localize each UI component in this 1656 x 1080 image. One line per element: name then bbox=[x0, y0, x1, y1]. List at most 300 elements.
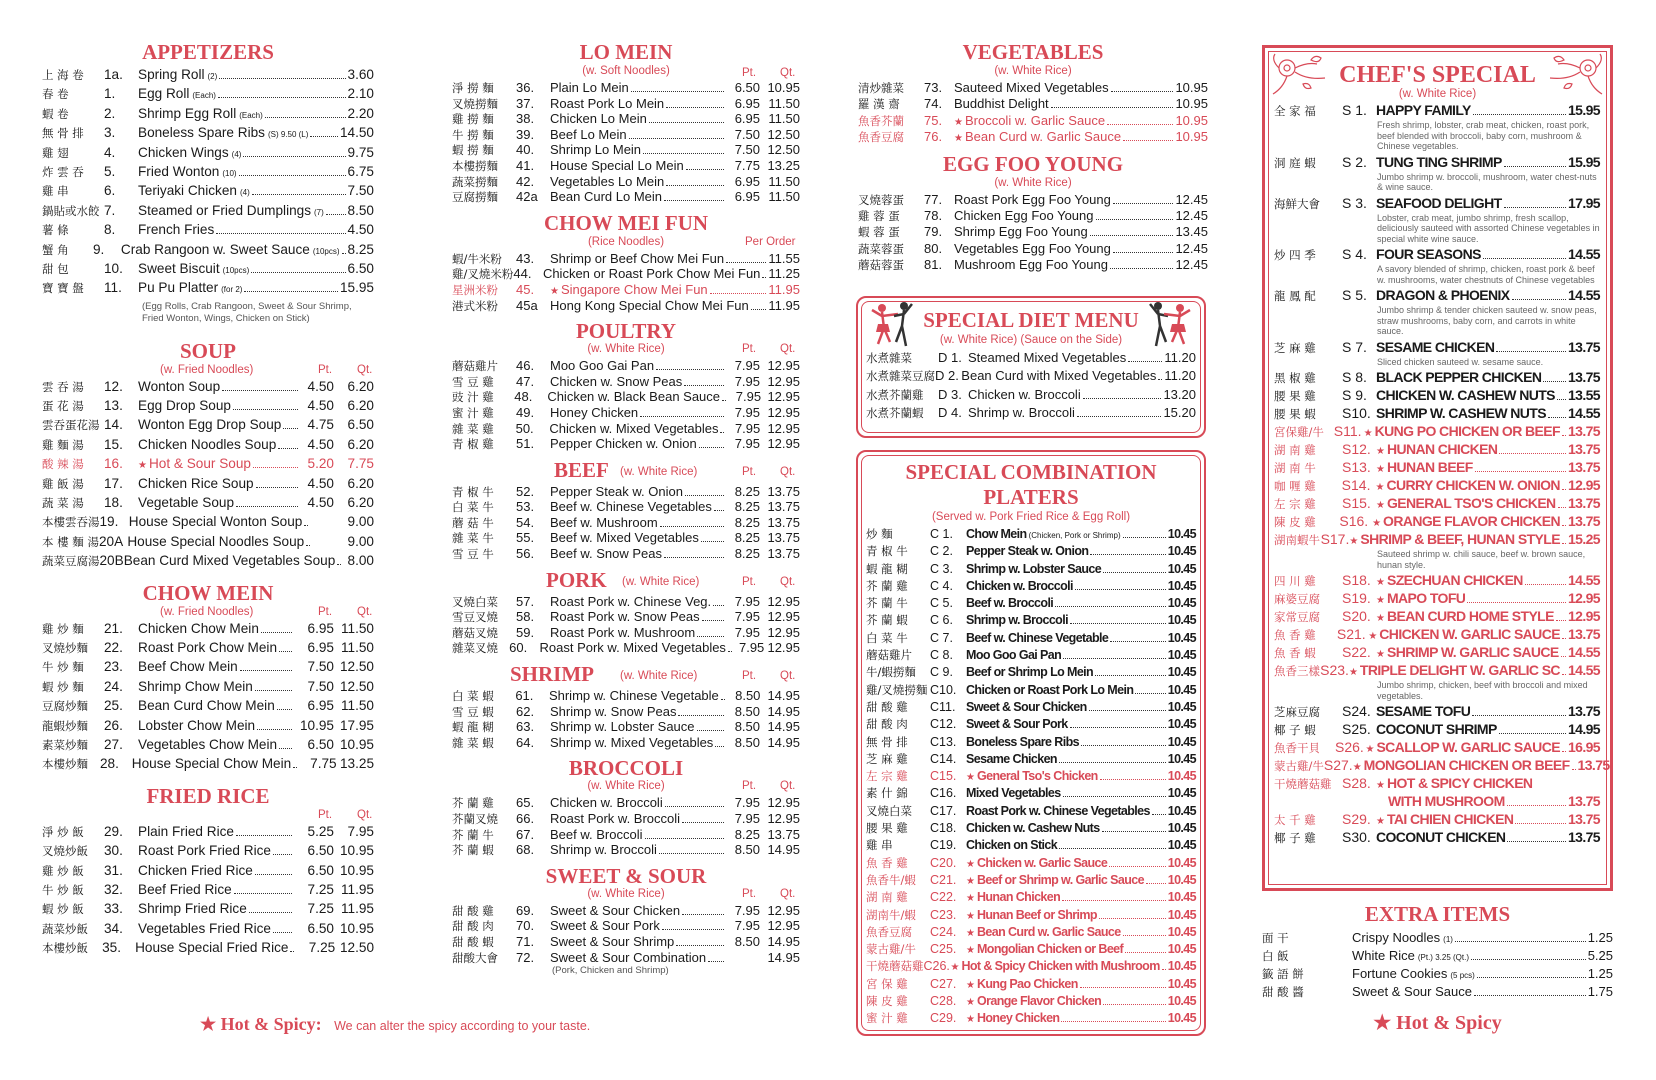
item-price-pint: 7.50 bbox=[307, 659, 334, 675]
item-price-pint: 5.20 bbox=[307, 456, 334, 472]
item-chinese-name: 蔬菜撈麵 bbox=[452, 174, 498, 189]
item-chinese-name: 水煮芥蘭蝦 bbox=[866, 406, 924, 421]
item-number: S24. bbox=[1342, 703, 1371, 719]
item-price-quart: 7.95 bbox=[347, 823, 374, 839]
item-description: Sauteed shrimp w. chili sauce, beef w. brown sauce, hunan style. bbox=[1377, 549, 1586, 570]
item-name: Shrimp Fried Rice bbox=[138, 901, 247, 917]
item-chinese-name: 雪 豆 雞 bbox=[452, 374, 494, 389]
item-chinese-name: 牛 炒 麵 bbox=[42, 660, 84, 675]
menu-item-row bbox=[1274, 531, 1600, 549]
item-price-quart: 12.50 bbox=[767, 142, 800, 158]
chowmeifun-list bbox=[452, 251, 800, 313]
item-chinese-name: 雞 撈 麵 bbox=[452, 112, 494, 127]
item-name: COCONUT CHICKEN bbox=[1376, 829, 1506, 845]
combo-list bbox=[866, 526, 1196, 1028]
item-chinese-name: 炒 四 季 bbox=[1274, 248, 1316, 262]
item-price-quart: 11.50 bbox=[340, 698, 374, 714]
item-number: 60. bbox=[509, 640, 528, 656]
item-name: Chicken Egg Foo Young bbox=[954, 207, 1094, 223]
item-name: Chicken w. Garlic Sauce bbox=[976, 855, 1108, 870]
item-number: S 2. bbox=[1342, 153, 1367, 170]
dot-leader bbox=[1562, 638, 1566, 639]
item-chinese-name: 腰 果 雞 bbox=[1274, 389, 1316, 403]
dot-leader bbox=[697, 636, 724, 637]
item-name: Roast Pork w. Mixed Vegetables bbox=[539, 640, 726, 656]
item-number: C21. bbox=[930, 872, 957, 887]
item-chinese-name: 蘑菇雞片 bbox=[452, 359, 498, 374]
item-number: 62. bbox=[516, 703, 535, 719]
item-price: 10.45 bbox=[1167, 769, 1196, 784]
item-number: S23. bbox=[1320, 662, 1349, 678]
dot-leader bbox=[1475, 471, 1566, 472]
menu-item-row bbox=[452, 842, 800, 858]
item-price-quart: 14.95 bbox=[767, 703, 800, 719]
item-chinese-name: 椰 子 蝦 bbox=[1274, 723, 1316, 737]
item-chinese-name: 芥 蘭 雞 bbox=[452, 796, 494, 811]
menu-item-row bbox=[452, 111, 800, 127]
item-number: D 3. bbox=[938, 386, 962, 402]
menu-item-row bbox=[1274, 775, 1600, 793]
item-price-quart: 9.00 bbox=[347, 514, 375, 530]
item-chinese-name: 芥 蘭 蝦 bbox=[866, 613, 908, 628]
menu-item-row bbox=[1274, 154, 1600, 172]
item-size: (1) bbox=[1443, 935, 1453, 944]
dot-leader bbox=[1499, 733, 1566, 734]
item-chinese-name: 芥 蘭 蝦 bbox=[452, 843, 494, 858]
dot-leader bbox=[1061, 1021, 1165, 1022]
item-chinese-name: 本樓炒飯 bbox=[42, 941, 88, 956]
item-price-quart: 10.95 bbox=[339, 920, 374, 936]
dot-leader bbox=[1090, 554, 1165, 555]
item-name: Roast Pork w. Chinese Vegetables bbox=[966, 803, 1150, 818]
item-price: 10.45 bbox=[1167, 648, 1196, 663]
pork-title: PORK bbox=[546, 567, 607, 592]
item-price: 13.75 bbox=[1567, 459, 1600, 475]
hot-spicy-label: ★ Hot & Spicy: bbox=[200, 1014, 322, 1034]
item-price: 10.45 bbox=[1167, 751, 1196, 766]
menu-item-row bbox=[42, 67, 374, 86]
item-price-quart: 11.50 bbox=[768, 95, 800, 111]
menu-item-row bbox=[1274, 339, 1600, 357]
menu-item-row bbox=[452, 374, 800, 390]
item-price-quart: 12.95 bbox=[767, 609, 800, 625]
chowmein-title: CHOW MEIN bbox=[142, 580, 274, 605]
item-description: Jumbo shrimp w. broccoli, mushroom, water chest-nuts & wine sauce. bbox=[1377, 171, 1597, 192]
dot-leader bbox=[708, 961, 724, 962]
item-price-pint: 7.50 bbox=[307, 678, 334, 694]
item-name: Roast Pork w. Mushroom bbox=[550, 624, 696, 640]
item-name: Chicken w. Broccoli bbox=[968, 386, 1081, 402]
diet-sub: (w. White Rice) (Sauce on the Side) bbox=[939, 334, 1123, 346]
item-price-quart: 12.95 bbox=[767, 404, 800, 420]
item-chinese-name: 雲 吞 湯 bbox=[42, 379, 84, 394]
dot-leader bbox=[273, 932, 292, 933]
item-name: Shrimp w. Lobster Sauce bbox=[550, 719, 695, 735]
item-chinese-name: 蝦 卷 bbox=[42, 106, 69, 121]
item-chinese-name: 叉燒白菜 bbox=[452, 594, 498, 609]
item-name: Hong Kong Special Chow Mei Fun bbox=[550, 297, 749, 313]
spicy-star-icon: ★ bbox=[1363, 428, 1373, 439]
menu-item-row bbox=[866, 855, 1196, 872]
menu-item-row bbox=[1262, 948, 1613, 966]
spicy-star-icon: ★ bbox=[550, 285, 559, 297]
spicy-star-icon: ★ bbox=[1349, 536, 1359, 547]
item-price-quart: 11.95 bbox=[340, 901, 374, 917]
spicy-star-icon: ★ bbox=[966, 945, 975, 957]
dot-leader bbox=[713, 605, 724, 606]
broccoli-list bbox=[452, 795, 800, 857]
menu-item-row bbox=[1274, 829, 1600, 847]
item-chinese-name: 雞 蓉 蛋 bbox=[858, 208, 900, 223]
menu-item-row bbox=[858, 224, 1208, 240]
item-price-quart: 9.00 bbox=[347, 533, 374, 549]
item-name: Crispy Noodles bbox=[1352, 930, 1441, 945]
dot-leader bbox=[640, 416, 724, 417]
shrimp-list bbox=[452, 688, 800, 750]
dot-leader bbox=[1103, 1004, 1166, 1005]
item-chinese-name: 蔬菜炒飯 bbox=[42, 921, 88, 936]
item-chinese-name: 蝦 炒 麵 bbox=[42, 679, 84, 694]
menu-item-row bbox=[42, 280, 374, 299]
item-name-line-2: WITH MUSHROOM bbox=[1388, 793, 1505, 809]
item-price: 10.45 bbox=[1167, 630, 1196, 645]
item-number: 45a bbox=[516, 297, 538, 313]
item-chinese-name: 青 椒 牛 bbox=[866, 544, 908, 559]
item-price: 16.95 bbox=[1567, 739, 1600, 755]
item-price-pint: 7.95 bbox=[734, 624, 760, 640]
item-number: 7. bbox=[104, 202, 116, 218]
menu-item-row bbox=[42, 921, 374, 940]
dot-leader bbox=[326, 214, 346, 215]
item-chinese-name: 芥蘭叉燒 bbox=[452, 812, 498, 826]
item-price: 11.20 bbox=[1164, 368, 1196, 384]
item-name: TRIPLE DELIGHT W. GARLIC SC bbox=[1359, 662, 1560, 678]
dot-leader bbox=[1525, 584, 1566, 585]
item-chinese-name: 叉燒撈麵 bbox=[452, 96, 498, 111]
item-name: SHRIMP W. GARLIC SAUCE bbox=[1386, 644, 1559, 660]
menu-item-row bbox=[452, 358, 800, 374]
item-price: 15.25 bbox=[1567, 531, 1600, 547]
item-number: S10. bbox=[1342, 405, 1371, 421]
item-number: 52. bbox=[516, 483, 535, 499]
dot-leader bbox=[278, 448, 298, 449]
menu-item-row bbox=[858, 208, 1208, 224]
item-price-quart: 7.75 bbox=[347, 456, 374, 472]
item-name: Buddhist Delight bbox=[954, 96, 1049, 112]
item-price-quart: 12.50 bbox=[339, 678, 374, 694]
menu-item-row bbox=[1274, 102, 1600, 120]
item-description: Jumbo shrimp, chicken, beef with broccoli and mixed vegetables. bbox=[1377, 680, 1588, 701]
column-1 bbox=[42, 0, 374, 959]
menu-item-row bbox=[42, 183, 374, 202]
item-name: COCONUT SHRIMP bbox=[1376, 721, 1497, 737]
dot-leader bbox=[1474, 995, 1586, 996]
item-price: 11.95 bbox=[768, 297, 800, 313]
soup-pt: Pt. bbox=[318, 363, 333, 376]
appetizers-title: APPETIZERS bbox=[142, 40, 274, 64]
item-name: Hunan Beef or Shrimp bbox=[976, 907, 1097, 922]
item-name: Sesame Chicken bbox=[966, 751, 1057, 766]
item-chinese-name: 蛋 花 湯 bbox=[42, 399, 84, 414]
item-price-pint: 8.25 bbox=[734, 546, 760, 562]
item-price-quart: 13.75 bbox=[767, 514, 800, 530]
item-chinese-name: 雜 菜 雞 bbox=[452, 421, 494, 436]
item-chinese-name: 家常豆腐 bbox=[1274, 610, 1320, 624]
dot-leader bbox=[702, 620, 724, 621]
spicy-star-icon: ★ bbox=[954, 116, 963, 128]
item-number: C24. bbox=[930, 924, 957, 939]
item-chinese-name: 四 川 雞 bbox=[1274, 574, 1316, 588]
spicy-star-icon: ★ bbox=[966, 979, 975, 991]
dot-leader bbox=[728, 651, 732, 652]
menu-item-row bbox=[1274, 287, 1600, 305]
item-name: Beef w. Chinese Vegetables bbox=[550, 499, 712, 515]
sweetsour-list bbox=[452, 903, 800, 965]
item-name: FOUR SEASONS bbox=[1376, 246, 1481, 262]
item-price: 10.95 bbox=[1175, 129, 1208, 145]
dot-leader bbox=[244, 291, 338, 292]
item-number: C17. bbox=[930, 803, 957, 818]
menu-item-row bbox=[452, 688, 800, 704]
item-number: 50. bbox=[515, 420, 534, 436]
dot-leader bbox=[1109, 866, 1166, 867]
item-number: 58. bbox=[516, 609, 535, 625]
item-name: Chicken Chow Mein bbox=[138, 620, 259, 636]
item-price: 15.20 bbox=[1163, 405, 1196, 421]
item-size: (for 2) bbox=[221, 285, 243, 295]
item-size: (2) bbox=[207, 72, 218, 81]
item-number: 32. bbox=[104, 881, 123, 897]
item-price-pint: 6.95 bbox=[307, 639, 334, 655]
lomein-list bbox=[452, 80, 800, 205]
item-price-pint: 7.95 bbox=[734, 420, 761, 436]
poultry-pt: Pt. bbox=[742, 343, 757, 356]
item-price-pint: 8.50 bbox=[734, 933, 760, 949]
item-number: 14. bbox=[104, 417, 123, 433]
item-name: Beef or Shrimp w. Garlic Sauce bbox=[976, 872, 1144, 887]
item-price-quart: 12.95 bbox=[767, 593, 800, 609]
item-chinese-name: 魚香豆腐 bbox=[858, 130, 904, 145]
dot-leader bbox=[1561, 656, 1566, 657]
item-name: Vegetable Soup bbox=[138, 495, 234, 511]
item-number: C 5. bbox=[930, 596, 953, 611]
menu-item-row bbox=[42, 718, 374, 737]
menu-item-row bbox=[42, 756, 374, 775]
dot-leader bbox=[243, 156, 345, 157]
item-number: 17. bbox=[104, 475, 123, 491]
item-number: 48. bbox=[514, 389, 533, 405]
item-name: Sauteed Mixed Vegetables bbox=[954, 80, 1109, 95]
item-price: 15.95 bbox=[339, 280, 374, 296]
special-combo-box bbox=[856, 450, 1206, 1036]
item-chinese-name: 青 椒 牛 bbox=[452, 484, 494, 499]
item-chinese-name: 白 菜 牛 bbox=[452, 500, 494, 515]
item-name: Pu Pu Platter bbox=[138, 280, 219, 296]
item-price: 12.95 bbox=[1567, 608, 1600, 624]
item-name: Shrimp w. Broccoli bbox=[966, 613, 1068, 628]
item-name: Chicken Rice Soup bbox=[138, 475, 254, 491]
menu-item-row bbox=[42, 640, 374, 659]
item-name: Egg Roll bbox=[138, 86, 190, 102]
menu-item-row bbox=[452, 735, 800, 751]
menu-item-row bbox=[42, 495, 374, 514]
item-chinese-name: 無 骨 排 bbox=[866, 734, 908, 749]
item-number: 3. bbox=[104, 125, 116, 141]
item-chinese-name: 無 骨 排 bbox=[42, 126, 84, 141]
dot-leader bbox=[1075, 589, 1166, 590]
item-price-quart: 14.95 bbox=[767, 734, 800, 750]
item-number: 11. bbox=[104, 280, 122, 296]
menu-item-row bbox=[858, 80, 1208, 96]
item-number: 49. bbox=[516, 404, 535, 420]
item-chinese-name: 雜菜叉燒 bbox=[452, 641, 498, 656]
item-number: 76. bbox=[924, 129, 943, 145]
item-name: Roast Pork Lo Mein bbox=[550, 95, 665, 111]
item-number: C 6. bbox=[930, 613, 953, 628]
menu-item-row bbox=[1274, 459, 1600, 477]
menu-item-row bbox=[1274, 195, 1600, 213]
eggfoo-list bbox=[858, 192, 1208, 274]
item-price-quart: 13.25 bbox=[339, 756, 375, 772]
item-name: ORANGE FLAVOR CHICKEN bbox=[1383, 513, 1560, 529]
chowmein-qt: Qt. bbox=[357, 605, 373, 618]
item-name: Orange Flavor Chicken bbox=[976, 994, 1102, 1009]
menu-item-row bbox=[42, 621, 374, 640]
menu-item-row bbox=[1274, 608, 1600, 626]
item-price: 8.25 bbox=[347, 241, 374, 257]
item-price: 10.45 bbox=[1167, 907, 1196, 922]
broccoli-title: BROCCOLI bbox=[568, 756, 684, 781]
item-name: BEAN CURD HOME STYLE bbox=[1386, 608, 1554, 624]
dot-leader bbox=[310, 136, 338, 137]
item-chinese-name: 豆腐撈麵 bbox=[452, 190, 498, 205]
item-chinese-name: 陳 皮 雞 bbox=[866, 994, 908, 1009]
menu-item-row bbox=[452, 266, 800, 282]
dot-leader bbox=[1152, 814, 1166, 815]
menu-item-row bbox=[42, 145, 374, 164]
dot-leader bbox=[1146, 883, 1166, 884]
item-price-quart: 12.95 bbox=[767, 624, 800, 640]
menu-item-row bbox=[452, 96, 800, 112]
item-number: C 2. bbox=[930, 544, 953, 559]
spicy-star-icon: ★ bbox=[966, 927, 975, 939]
item-price: 15.95 bbox=[1567, 153, 1600, 170]
item-price-pint: 7.95 bbox=[734, 358, 760, 374]
dot-leader bbox=[261, 632, 292, 633]
item-chinese-name: 蔬菜豆腐湯 bbox=[42, 554, 100, 569]
item-number: C26. bbox=[923, 959, 950, 974]
item-number: 42. bbox=[516, 173, 535, 189]
item-chinese-name: 蔬 菜 湯 bbox=[42, 496, 84, 511]
broccoli-pt: Pt. bbox=[742, 780, 757, 793]
dot-leader bbox=[256, 487, 298, 488]
item-chinese-name: 本樓炒麵 bbox=[42, 757, 88, 772]
item-number: C18. bbox=[930, 821, 957, 836]
item-name: SESAME CHICKEN bbox=[1376, 338, 1495, 355]
menu-item-row bbox=[452, 903, 800, 919]
menu-item-row bbox=[1274, 441, 1600, 459]
item-price: 14.55 bbox=[1567, 572, 1600, 588]
item-size: (Pt.) 3.25 (Qt.) bbox=[1417, 953, 1469, 962]
menu-item-row bbox=[42, 843, 374, 862]
item-number: C 7. bbox=[930, 630, 953, 645]
item-number: S 3. bbox=[1342, 194, 1367, 211]
item-price-quart: 11.50 bbox=[340, 620, 374, 636]
menu-item-row bbox=[452, 950, 800, 966]
soup-qt: Qt. bbox=[357, 363, 373, 376]
item-chinese-name: 上 海 卷 bbox=[42, 68, 84, 82]
item-chinese-name: 叉燒白菜 bbox=[866, 803, 912, 818]
dot-leader bbox=[1558, 507, 1566, 508]
dot-leader bbox=[720, 432, 724, 433]
item-name: CURRY CHICKEN W. ONION bbox=[1386, 477, 1560, 493]
menu-item-row bbox=[42, 222, 374, 241]
soup-list bbox=[42, 379, 374, 573]
item-number: 64. bbox=[516, 734, 535, 750]
item-size: (7) bbox=[314, 207, 324, 217]
item-number: S 7. bbox=[1342, 338, 1367, 355]
item-number: 35. bbox=[102, 940, 122, 956]
menu-item-row bbox=[1274, 513, 1600, 531]
menu-item-row bbox=[866, 941, 1196, 958]
item-name: Chicken w. Mixed Vegetables bbox=[549, 420, 719, 436]
item-price: 12.45 bbox=[1175, 240, 1208, 256]
item-chinese-name: 牛 炒 飯 bbox=[42, 882, 84, 897]
dot-leader bbox=[629, 138, 724, 139]
spicy-star-icon: ★ bbox=[966, 893, 975, 905]
item-price-pint: 8.25 bbox=[734, 826, 760, 842]
item-number: 9. bbox=[92, 241, 105, 257]
item-chinese-name: 蝦 龍 糊 bbox=[866, 561, 908, 576]
item-name: GENERAL TSO'S CHICKEN bbox=[1386, 495, 1556, 511]
item-price: 12.45 bbox=[1175, 207, 1208, 223]
menu-item-row bbox=[866, 958, 1196, 975]
item-name: Bean Curd Lo Mein bbox=[550, 189, 663, 205]
beef-qt: Qt. bbox=[780, 465, 796, 478]
item-number: 19. bbox=[99, 514, 119, 530]
item-name: Hot & Sour Soup bbox=[148, 456, 251, 472]
item-price-pint: 8.50 bbox=[734, 703, 760, 719]
item-price: 10.95 bbox=[1175, 112, 1208, 128]
item-name: Egg Drop Soup bbox=[138, 398, 231, 414]
item-price: 10.45 bbox=[1167, 994, 1196, 1009]
dot-leader bbox=[257, 729, 292, 730]
dot-leader bbox=[715, 746, 724, 747]
item-number: 37. bbox=[516, 95, 535, 111]
menu-item-row bbox=[42, 106, 374, 125]
dot-leader bbox=[645, 838, 725, 839]
item-name: SESAME TOFU bbox=[1376, 703, 1471, 719]
menu-item-row bbox=[866, 768, 1196, 785]
item-price-pint: 7.25 bbox=[307, 881, 334, 897]
item-price-pint: 7.95 bbox=[735, 389, 762, 405]
item-name: SEAFOOD DELIGHT bbox=[1376, 194, 1502, 211]
item-price: 10.45 bbox=[1167, 578, 1196, 593]
item-name: SZECHUAN CHICKEN bbox=[1386, 572, 1523, 588]
item-number: D 2. bbox=[935, 368, 959, 384]
item-number: C27. bbox=[930, 976, 957, 991]
menu-item-row bbox=[42, 659, 374, 678]
lomein-pt: Pt. bbox=[742, 67, 757, 79]
item-chinese-name: 白 飯 bbox=[1262, 949, 1289, 963]
item-price: 14.55 bbox=[1567, 246, 1600, 262]
item-number: 27. bbox=[104, 736, 123, 752]
dot-leader bbox=[710, 293, 767, 294]
dot-leader bbox=[1089, 710, 1166, 711]
dot-leader bbox=[1055, 606, 1166, 607]
item-price-pint: 8.50 bbox=[734, 734, 760, 750]
spicy-star-icon: ★ bbox=[1376, 780, 1385, 791]
